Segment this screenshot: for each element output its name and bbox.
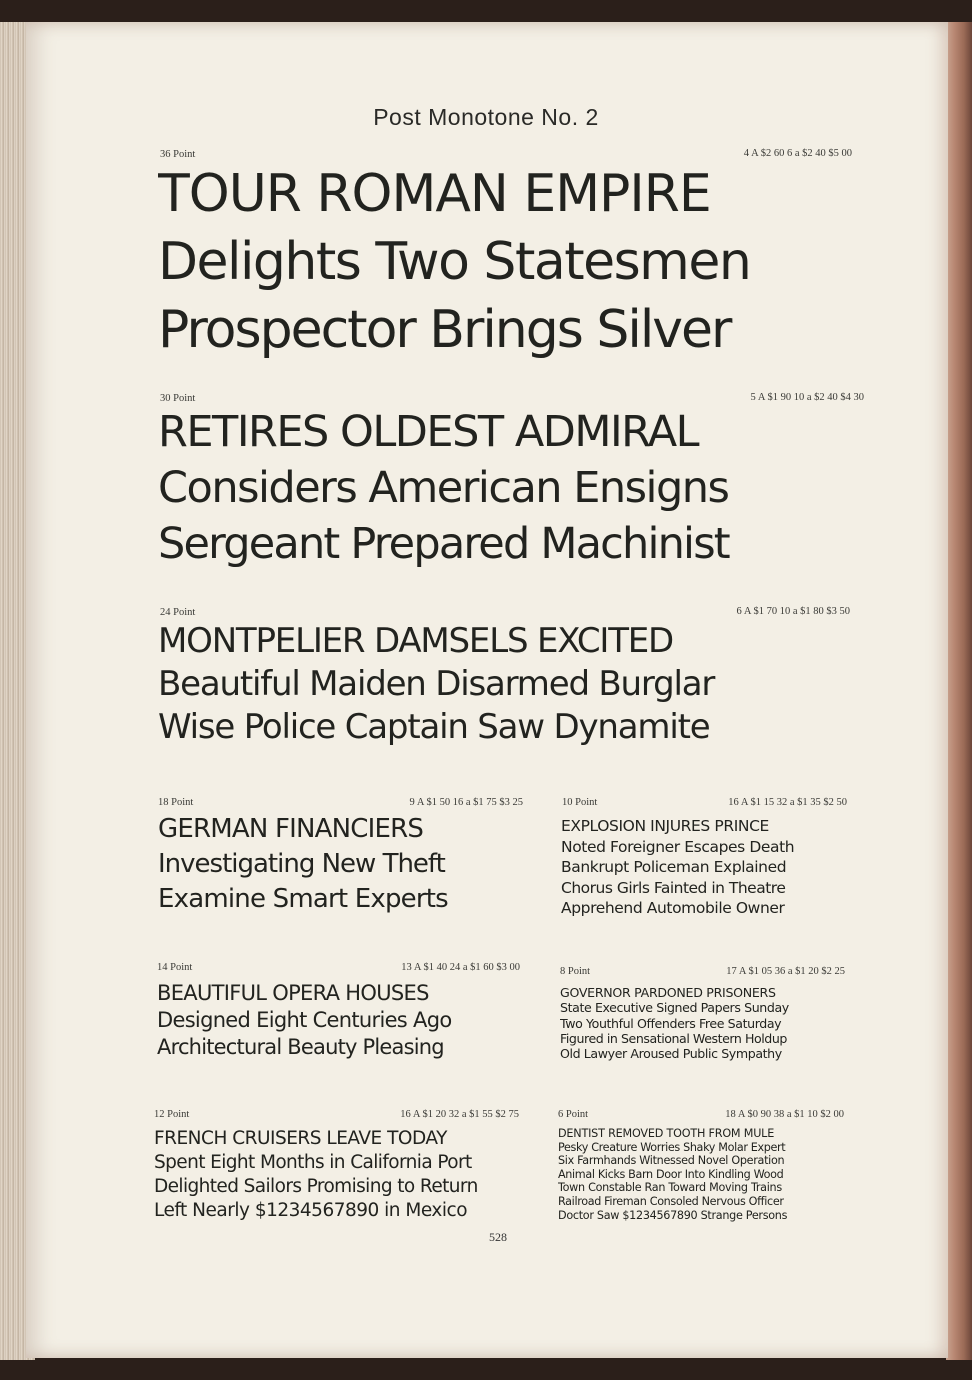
specimen-6-point xyxy=(558,1127,850,1222)
size-label-18: 18 Point xyxy=(158,797,194,808)
specimen-line: Old Lawyer Aroused Public Sympathy xyxy=(560,1046,782,1062)
specimen-line: Delights Two Statesmen xyxy=(158,232,751,292)
specimen-line: EXPLOSION INJURES PRINCE xyxy=(561,817,769,835)
size-label-24: 24 Point xyxy=(160,607,196,618)
price-12: 16 A $1 20 32 a $1 55 $2 75 xyxy=(400,1109,519,1120)
specimen-line: BEAUTIFUL OPERA HOUSES xyxy=(157,981,429,1005)
specimen-line: RETIRES OLDEST ADMIRAL xyxy=(158,407,699,457)
specimen-line: Animal Kicks Barn Door Into Kindling Wood xyxy=(558,1167,784,1181)
price-18: 9 A $1 50 16 a $1 75 $3 25 xyxy=(409,797,523,808)
price-24: 6 A $1 70 10 a $1 80 $3 50 xyxy=(736,606,850,617)
specimen-30-point xyxy=(158,404,858,572)
page-number: 528 xyxy=(489,1230,507,1244)
specimen-line: Investigating New Theft xyxy=(158,849,445,879)
specimen-line: Figured in Sensational Western Holdup xyxy=(560,1030,787,1046)
price-6: 18 A $0 90 38 a $1 10 $2 00 xyxy=(725,1109,844,1120)
size-label-10: 10 Point xyxy=(562,797,598,808)
price-10: 16 A $1 15 32 a $1 35 $2 50 xyxy=(728,797,847,808)
specimen-14-point xyxy=(157,980,527,1061)
specimen-12-point xyxy=(154,1127,529,1223)
price-14: 13 A $1 40 24 a $1 60 $3 00 xyxy=(401,962,520,973)
specimen-line: TOUR ROMAN EMPIRE xyxy=(158,164,711,224)
specimen-18-point xyxy=(158,812,528,917)
specimen-line: Prospector Brings Silver xyxy=(158,300,731,360)
price-8: 17 A $1 05 36 a $1 20 $2 25 xyxy=(726,966,845,977)
specimen-line: Railroad Fireman Consoled Nervous Officer xyxy=(558,1194,784,1208)
specimen-line: Two Youthful Offenders Free Saturday xyxy=(560,1015,782,1031)
specimen-line: Examine Smart Experts xyxy=(158,884,448,914)
specimen-line: DENTIST REMOVED TOOTH FROM MULE xyxy=(558,1127,775,1140)
specimen-line: Architectural Beauty Pleasing xyxy=(157,1035,444,1059)
size-label-14: 14 Point xyxy=(157,962,193,973)
specimen-line: FRENCH CRUISERS LEAVE TODAY xyxy=(154,1128,447,1149)
price-36: 4 A $2 60 6 a $2 40 $5 00 xyxy=(743,148,852,159)
size-label-30: 30 Point xyxy=(160,393,196,404)
specimen-24-point xyxy=(158,620,858,749)
specimen-line: Left Nearly $1234567890 in Mexico xyxy=(154,1200,468,1221)
specimen-line: GOVERNOR PARDONED PRISONERS xyxy=(560,985,776,1000)
size-label-12: 12 Point xyxy=(154,1109,190,1120)
specimen-line: Pesky Creature Worries Shaky Molar Expert xyxy=(558,1140,786,1154)
size-label-6: 6 Point xyxy=(558,1109,589,1120)
specimen-8-point xyxy=(560,985,852,1061)
specimen-line: Considers American Ensigns xyxy=(158,463,729,513)
specimen-line: Apprehend Automobile Owner xyxy=(561,899,785,917)
specimen-10-point xyxy=(561,816,853,919)
page-title: Post Monotone No. 2 xyxy=(373,104,599,130)
specimen-line: Chorus Girls Fainted in Theatre xyxy=(561,878,786,897)
specimen-line: Spent Eight Months in California Port xyxy=(154,1152,472,1173)
specimen-36-point xyxy=(158,160,858,364)
specimen-line: Delighted Sailors Promising to Return xyxy=(154,1176,478,1197)
page-edges-right xyxy=(946,22,972,1360)
specimen-line: Sergeant Prepared Machinist xyxy=(158,519,729,569)
size-label-8: 8 Point xyxy=(560,966,591,977)
specimen-line: State Executive Signed Papers Sunday xyxy=(560,1000,789,1016)
specimen-line: Six Farmhands Witnessed Novel Operation xyxy=(558,1154,785,1168)
specimen-line: Wise Police Captain Saw Dynamite xyxy=(158,707,710,747)
specimen-line: Designed Eight Centuries Ago xyxy=(157,1008,452,1032)
price-30: 5 A $1 90 10 a $2 40 $4 30 xyxy=(750,392,864,403)
specimen-line: Beautiful Maiden Disarmed Burglar xyxy=(158,664,715,704)
specimen-line: Doctor Saw $1234567890 Strange Persons xyxy=(558,1208,788,1222)
specimen-line: Town Constable Ran Toward Moving Trains xyxy=(558,1181,782,1195)
specimen-line: Bankrupt Policeman Explained xyxy=(561,858,787,876)
specimen-line: GERMAN FINANCIERS xyxy=(158,814,424,844)
specimen-line: MONTPELIER DAMSELS EXCITED xyxy=(158,621,674,661)
size-label-36: 36 Point xyxy=(160,149,196,160)
specimen-line: Noted Foreigner Escapes Death xyxy=(561,837,795,856)
